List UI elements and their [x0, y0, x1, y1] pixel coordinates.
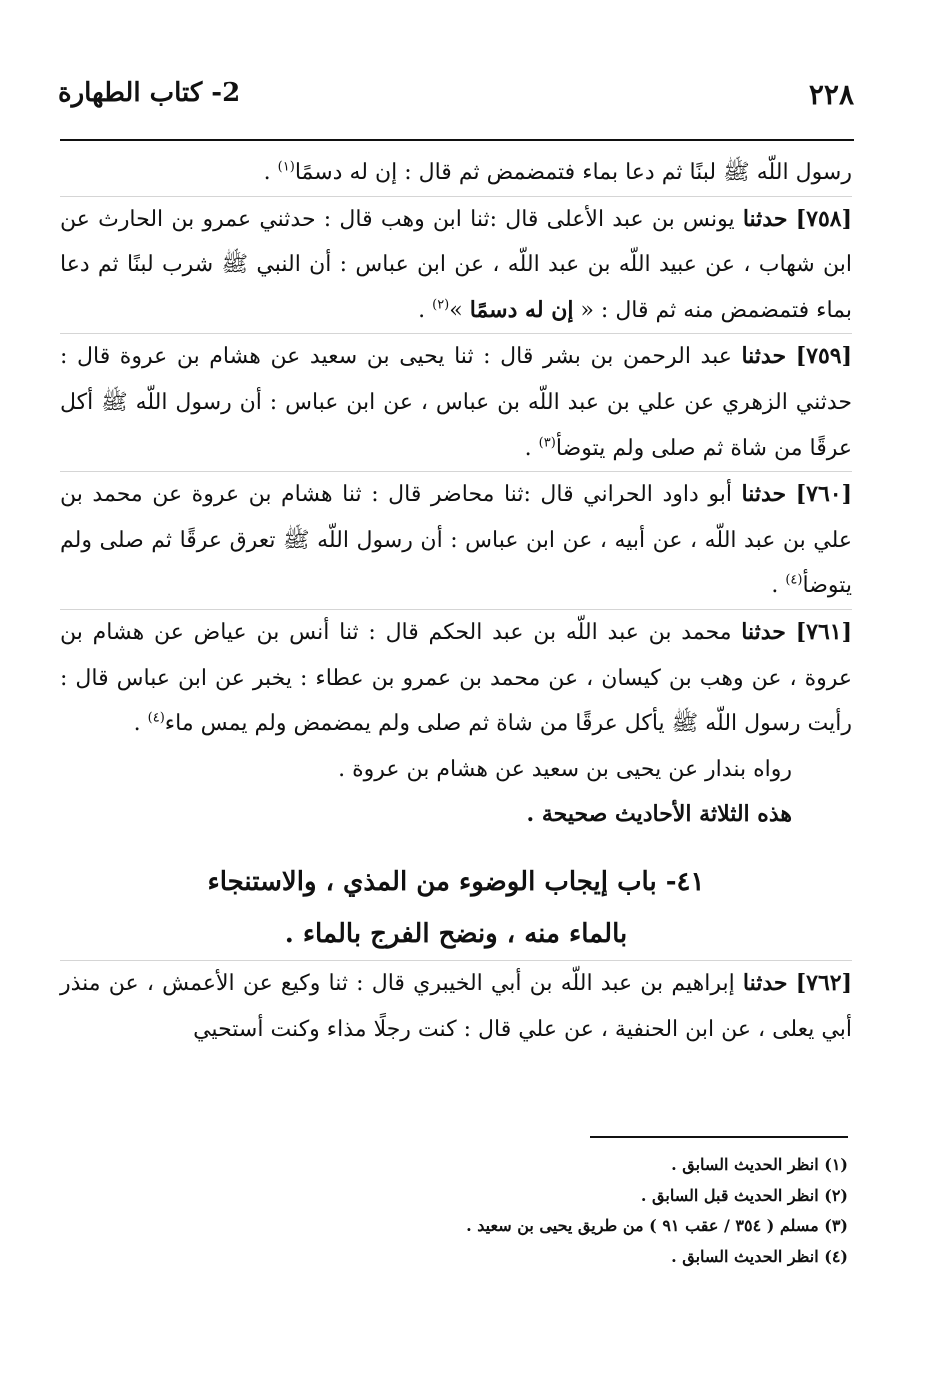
chapter-heading [60, 856, 852, 960]
hadith-760: [٧٦٠] حدثنا أبو داود الحراني قال :ثنا محاضر قال : ثنا هشام بن عروة عن محمد بن علي بن عبد اللّه ، عن أبيه ، عن ابن عباس : أن رسول اللّه ﷺ تعرق عرقًا ثم صلى ولم يتوضأ$^{(٤)}$ . [60, 471, 852, 609]
chapter-heading-line1: ٤١- باب إيجاب الوضوء من المذي ، والاستنجاء [207, 866, 705, 897]
hadith-text: يونس بن عبد الأعلى قال :ثنا ابن وهب قال : حدثني عمرو بن الحارث عن ابن شهاب ، عن عبيد اللّه بن عبد اللّه ، عن ابن عباس : أن النبي ﷺ شرب لبنًا ثم دعا بماء فتمضمض منه ثم قال : « [60, 206, 852, 323]
book-title: 2- كتاب الطهارة [58, 78, 241, 108]
footnote-4: (٤) انظر الحديث السابق . [671, 1246, 848, 1266]
hadith-759: [٧٥٩] حدثنا عبد الرحمن بن بشر قال : ثنا يحيى بن سعيد عن هشام بن عروة قال : حدثني الزهري عن علي بن عبد اللّه بن عباس ، عن ابن عباس : أن رسول اللّه ﷺ أكل عرقًا من شاة ثم صلى ولم يتوضأ$^{(٣)}$ . [60, 333, 852, 471]
hadith-lead: حدثنا [742, 205, 788, 232]
hadith-lead: حدثنا [741, 343, 787, 370]
footnote-marker: (٢) [432, 297, 450, 313]
page-header [58, 78, 854, 118]
hadith-758: [٧٥٨] حدثنا يونس بن عبد الأعلى قال :ثنا ابن وهب قال : حدثني عمرو بن الحارث عن ابن شهاب ، عن عبيد اللّه بن عبد اللّه ، عن ابن عباس : أن النبي ﷺ شرب لبنًا ثم دعا بماء فتمضمض منه ثم قال : « إن له دسمًا »$^{(٢)}$ . [60, 196, 852, 334]
footnote-marker: (١) [277, 159, 295, 175]
hadith-number: [٧٦١] [795, 618, 852, 645]
hadith-quote: إن له دسمًا [469, 296, 574, 323]
footnote-marker: (٤) [147, 710, 165, 726]
hadith-number: [٧٦٠] [795, 481, 852, 508]
narration-note: رواه بندار عن يحيى بن سعيد عن هشام بن عروة . [338, 756, 792, 782]
hadith-lead: حدثنا [741, 618, 786, 645]
continuation-text: رسول اللّه ﷺ لبنًا ثم دعا بماء فتمضمض ثم قال : إن له دسمًا [294, 160, 852, 185]
grading-note: هذه الثلاثة الأحاديث صحيحة . [526, 801, 792, 828]
hadith-762 [60, 960, 852, 1052]
page-number: ٢٢٨ [808, 78, 854, 111]
footnotes [300, 1150, 848, 1272]
chapter-heading-line2: بالماء منه ، ونضح الفرج بالماء . [284, 918, 628, 949]
hadith-text: أبو داود الحراني قال :ثنا محاضر قال : ثنا هشام بن عروة عن محمد بن علي بن عبد اللّه ، عن أبيه ، عن ابن عباس : أن رسول اللّه ﷺ تعرق عرقًا ثم صلى ولم يتوضأ [60, 482, 852, 599]
hadith-number: [٧٥٨] [795, 205, 852, 232]
continuation-paragraph: رسول اللّه ﷺ لبنًا ثم دعا بماء فتمضمض ثم قال : إن له دسمًا$^{(١)}$ . [263, 159, 852, 185]
hadith-number: [٧٦٢] [795, 969, 853, 996]
hadith-lead: حدثنا [742, 969, 788, 996]
footnote-3: (٣) مسلم ( ٣٥٤ / عقب ٩١ ) من طريق يحيى بن سعيد . [466, 1216, 848, 1235]
footnote-marker: (٣) [538, 435, 556, 451]
quote-close: » [449, 297, 463, 323]
hadith-lead: حدثنا [741, 481, 787, 508]
footnote-2: (٢) انظر الحديث قبل السابق . [640, 1185, 848, 1205]
footnote-rule [590, 1136, 848, 1138]
footnote-marker: (٤) [785, 573, 803, 589]
hadith-number: [٧٥٩] [795, 343, 852, 370]
hadith-text: إبراهيم بن عبد اللّه بن أبي الخيبري قال : ثنا وكيع عن الأعمش ، عن منذر أبي يعلى ، عن ابن الحنفية ، عن علي قال : كنت رجلًا مذاء وكنت أستحيي [60, 970, 852, 1042]
header-rule [60, 139, 854, 141]
hadith-text: عبد الرحمن بن بشر قال : ثنا يحيى بن سعيد عن هشام بن عروة قال : حدثني الزهري عن علي بن عبد اللّه بن عباس ، عن ابن عباس : أن رسول اللّه ﷺ أكل عرقًا من شاة ثم صلى ولم يتوضأ [60, 344, 852, 461]
footnote-1: (١) انظر الحديث السابق . [671, 1155, 848, 1174]
main-text [60, 150, 852, 1052]
hadith-761: [٧٦١] حدثنا محمد بن عبد اللّه بن عبد الحكم قال : ثنا أنس بن عياض عن هشام بن عروة ، عن وهب بن كيسان ، عن محمد بن عمرو بن عطاء : يخبر عن ابن عباس قال : رأيت رسول اللّه ﷺ يأكل عرقًا من شاة ثم صلى ولم يمضمض ولم يمس ماء$^{(٤)}$ . [60, 609, 852, 747]
hadith-text: محمد بن عبد اللّه بن عبد الحكم قال : ثنا أنس بن عياض عن هشام بن عروة ، عن وهب بن كيسان ، عن محمد بن عمرو بن عطاء : يخبر عن ابن عباس قال : رأيت رسول اللّه ﷺ يأكل عرقًا من شاة ثم صلى ولم يمضمض ولم يمس ماء [60, 619, 852, 737]
